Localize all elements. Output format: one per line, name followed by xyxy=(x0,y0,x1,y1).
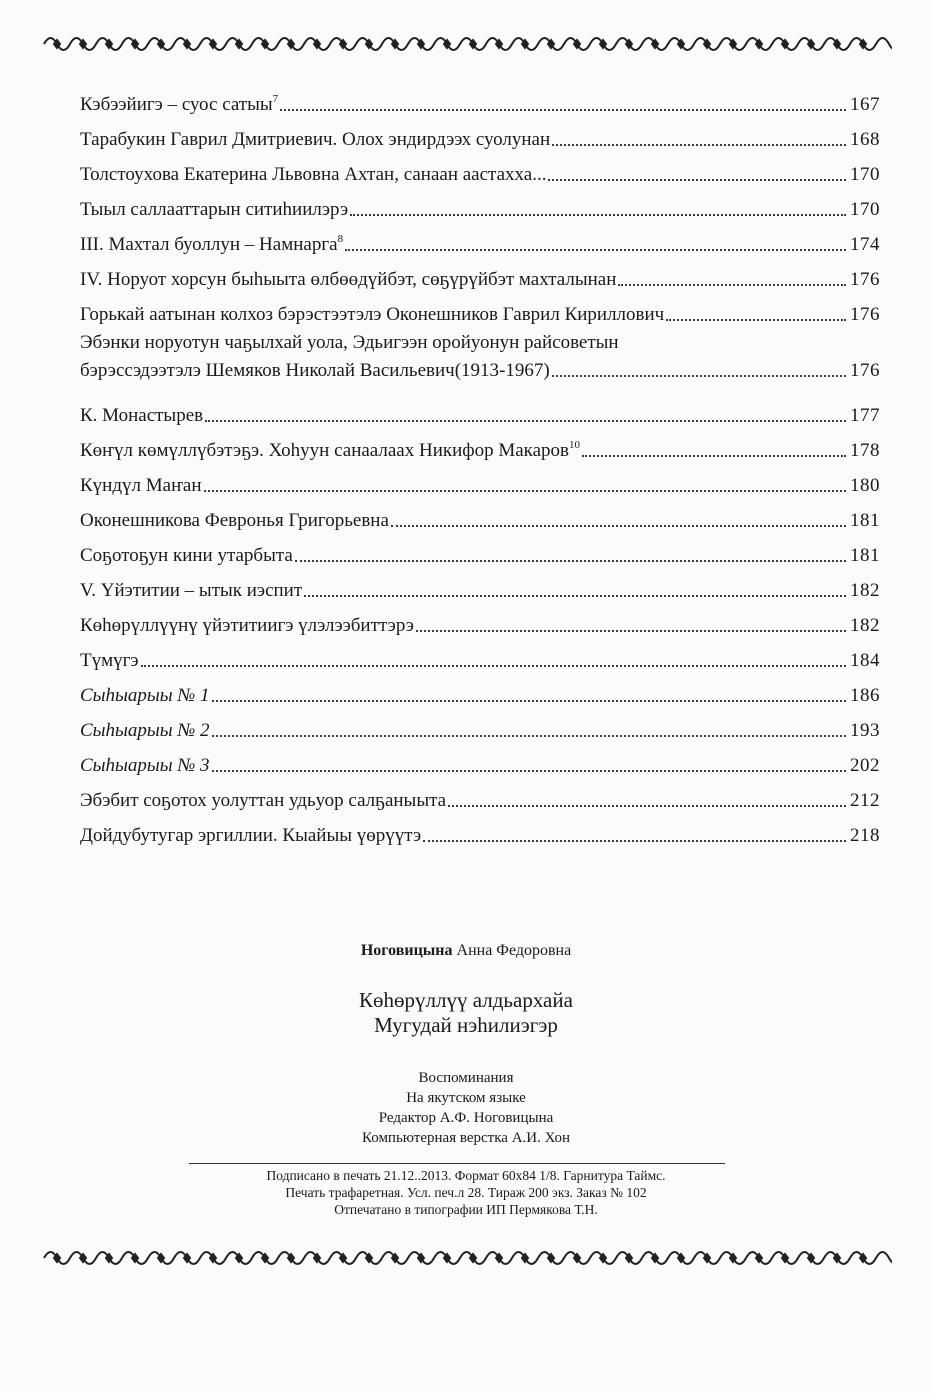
toc-entry-title-text: Дойдубутугар эргиллии. Кыайыы үөрүүтэ xyxy=(80,825,422,846)
toc-entry-title xyxy=(80,128,550,152)
toc-page-number: 182 xyxy=(850,615,880,636)
toc-entry xyxy=(80,498,880,533)
toc-entry-title-text: V. Үйэтитии – ытык иэспит xyxy=(80,580,303,601)
toc-entry xyxy=(80,187,880,222)
toc-entry-title xyxy=(80,719,210,743)
toc-entry-title xyxy=(80,509,389,533)
toc-entry xyxy=(80,568,880,603)
toc-page-number: 176 xyxy=(850,269,880,290)
publication-line-2: Печать трафаретная. Усл. печ.л 28. Тираж 200 экз. Заказ № 102 xyxy=(285,1185,647,1200)
toc-entry xyxy=(80,708,880,743)
toc-entry-title-text: IV. Норуот хорсун быһыыта өлбөөдүйбэт, сөҕүрүйбэт махталынан xyxy=(80,269,617,290)
toc-leader-dots xyxy=(582,455,846,457)
toc-entry xyxy=(80,603,880,638)
toc-entry-title-text: Тарабукин Гаврил Дмитриевич. Олох эндирдээх суолунан xyxy=(80,129,551,150)
toc-entry xyxy=(80,428,880,463)
toc-leader-dots xyxy=(552,144,846,146)
toc-leader-dots xyxy=(423,840,846,842)
toc-entry-title-text: бэрэссэдээтэлэ Шемяков Николай Васильевич(1913-1967) xyxy=(80,360,550,381)
toc-entry-title xyxy=(80,268,616,292)
toc-leader-dots xyxy=(280,109,846,111)
toc-entry-title-text: Соҕотоҕун кини утарбыта xyxy=(80,545,293,566)
toc-leader-dots xyxy=(350,214,846,216)
toc-entry-title-text: Сыһыарыы № 2 xyxy=(80,720,210,741)
toc-leader-dots xyxy=(448,805,846,807)
toc-page-number: 178 xyxy=(850,440,880,461)
toc-entry xyxy=(80,463,880,498)
toc-entry-title xyxy=(80,754,210,778)
toc-leader-dots xyxy=(618,284,846,286)
toc-page-number: 181 xyxy=(850,545,880,566)
toc-entry-title-text: Кэбээйигэ – суос сатыы xyxy=(80,94,273,115)
toc-page-number: 167 xyxy=(850,94,880,115)
toc-entry-title xyxy=(80,332,619,353)
toc-leader-dots xyxy=(212,700,846,702)
toc-leader-dots xyxy=(204,490,846,492)
toc-page-number: 184 xyxy=(850,650,880,671)
toc-entry xyxy=(80,813,880,848)
toc-entry-title xyxy=(80,789,446,813)
toc-leader-dots xyxy=(416,630,846,632)
publication-line-1: Подписано в печать 21.12..2013. Формат 60x84 1/8. Гарнитура Таймс. xyxy=(266,1168,666,1183)
toc-entry xyxy=(80,638,880,673)
toc-entry xyxy=(80,327,880,393)
toc-leader-dots xyxy=(548,179,846,181)
book-title-line-1: Көһөрүллүү алдьархайа xyxy=(359,988,573,1012)
book-title-line-2: Мугудай нэһилиэгэр xyxy=(374,1013,558,1037)
toc-entry-title-text: Тыыл саллааттарын ситиһиилэрэ xyxy=(80,199,349,220)
toc-page-number: 218 xyxy=(850,825,880,846)
bottom-ornament-border xyxy=(40,1238,892,1278)
toc-entry-title-text: Сыһыарыы № 1 xyxy=(80,685,210,706)
toc-leader-dots xyxy=(666,319,846,321)
footnote-mark: 8 xyxy=(337,233,344,245)
toc-entry-title xyxy=(80,303,664,327)
toc-entry-title-text: Көҥүл көмүллүбэтэҕэ. Хоһуун санаалаах Никифор Макаров xyxy=(80,440,570,461)
toc-entry-title-text: Сыһыарыы № 3 xyxy=(80,755,210,776)
publication-details xyxy=(0,1167,932,1218)
author xyxy=(0,942,932,960)
toc-page-number: 170 xyxy=(850,199,880,220)
toc-entry-title-text: К. Монастырев xyxy=(80,405,204,426)
toc-entry xyxy=(80,257,880,292)
toc-page-number: 186 xyxy=(850,685,880,706)
toc-page-number: 182 xyxy=(850,580,880,601)
toc-entry-title-text: Күндүл Маҥан xyxy=(80,475,202,496)
toc-entry xyxy=(80,533,880,568)
footnote-mark: 10 xyxy=(569,439,581,451)
toc-leader-dots xyxy=(141,665,846,667)
toc-entry-title xyxy=(80,544,293,568)
footnote-mark: 7 xyxy=(272,93,279,105)
imprint-divider xyxy=(189,1163,725,1164)
toc-page-number: 174 xyxy=(850,234,880,255)
publication-line-3: Отпечатано в типографии ИП Пермякова Т.Н. xyxy=(334,1202,598,1217)
toc-leader-dots xyxy=(295,560,846,562)
toc-entry-title xyxy=(80,93,278,117)
toc-entry-title xyxy=(80,579,302,603)
toc-page-number: 212 xyxy=(850,790,880,811)
toc-page-number: 202 xyxy=(850,755,880,776)
toc-entry xyxy=(80,673,880,708)
toc-entry xyxy=(80,82,880,117)
toc-page-number: 176 xyxy=(850,304,880,325)
top-ornament-border xyxy=(40,24,892,64)
toc-page-number: 193 xyxy=(850,720,880,741)
toc-page-number: 176 xyxy=(850,360,880,381)
toc-entry-title xyxy=(80,439,580,463)
genre: Воспоминания xyxy=(418,1070,514,1086)
toc-entry-title xyxy=(80,198,348,222)
language: На якутском языке xyxy=(406,1090,526,1106)
edition-info xyxy=(0,1068,932,1148)
toc-leader-dots xyxy=(304,595,846,597)
toc-entry-title xyxy=(80,404,203,428)
toc-entry-title-text: Толстоухова Екатерина Львовна Ахтан, санаан аастахха... xyxy=(80,164,547,185)
toc-page-number: 181 xyxy=(850,510,880,531)
toc-leader-dots xyxy=(205,420,846,422)
toc-entry-title-text: Эбэнки норуотун чаҕылхай уола, Эдьигээн оройуонун райсоветын xyxy=(80,332,619,353)
toc-entry-title xyxy=(80,474,202,498)
toc-leader-dots xyxy=(345,249,846,251)
toc-entry-title-text: Көһөрүллүүнү үйэтитиигэ үлэлээбиттэрэ xyxy=(80,615,414,636)
toc-entry-title xyxy=(80,684,210,708)
toc-entry xyxy=(80,152,880,187)
toc-entry-title xyxy=(80,359,550,383)
toc-leader-dots xyxy=(391,525,846,527)
toc-entry-title xyxy=(80,163,546,187)
toc-entry xyxy=(80,393,880,428)
toc-leader-dots xyxy=(212,770,846,772)
toc-entry-title-text: Түмүгэ xyxy=(80,650,139,671)
toc-entry-title xyxy=(80,233,343,257)
toc-entry-title-text: Оконешникова Февронья Григорьевна xyxy=(80,510,389,531)
toc-entry xyxy=(80,778,880,813)
toc-page-number: 170 xyxy=(850,164,880,185)
toc-entry-title xyxy=(80,614,414,638)
toc-leader-dots xyxy=(552,375,846,377)
editor: Редактор А.Ф. Ноговицына xyxy=(378,1110,554,1126)
toc-entry-title xyxy=(80,824,421,848)
toc-entry-title xyxy=(80,649,139,673)
toc-entry xyxy=(80,117,880,152)
author-name: Анна Федоровна xyxy=(452,942,572,959)
toc-entry xyxy=(80,743,880,778)
toc-entry xyxy=(80,222,880,257)
toc-entry-title-text: Горькай аатынан колхоз бэрэстээтэлэ Оконешников Гаврил Кириллович xyxy=(80,304,665,325)
layout-credit: Компьютерная верстка А.И. Хон xyxy=(361,1130,571,1146)
book-title xyxy=(0,988,932,1038)
toc-entry-title-text: III. Махтал буоллун – Намнарга xyxy=(80,234,338,255)
table-of-contents xyxy=(80,82,880,848)
author-surname: Ноговицына xyxy=(360,942,453,959)
toc-leader-dots xyxy=(212,735,846,737)
toc-page-number: 180 xyxy=(850,475,880,496)
toc-page-number: 177 xyxy=(850,405,880,426)
toc-page-number: 168 xyxy=(850,129,880,150)
toc-entry xyxy=(80,292,880,327)
toc-entry-title-text: Эбэбит соҕотох уолуттан удьуор салҕаныыта xyxy=(80,790,447,811)
